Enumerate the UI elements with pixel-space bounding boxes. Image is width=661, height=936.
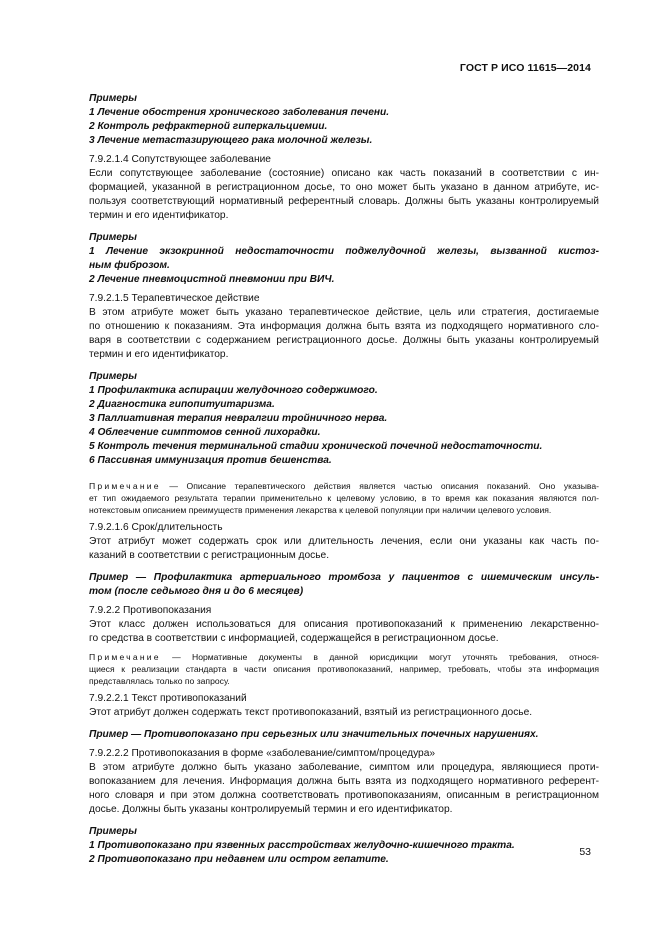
text-line: В этом атрибуте должно быть указано заболевание, симптом или процедура, являющиеся проти-	[89, 762, 599, 773]
spacer	[89, 362, 599, 370]
text-line: Пример — Противопоказано при серьезных или значительных почечных нарушениях.	[89, 729, 539, 740]
text-line: том (после седьмого дня и до 6 месяцев)	[89, 586, 304, 597]
page-number: 53	[579, 846, 591, 858]
example-block	[89, 92, 599, 148]
page-content	[89, 92, 599, 867]
text-line: по отношению к показаниям. Эта информация должна быть взята из подходящего нормативного сло-	[89, 321, 599, 332]
note-label: Примечание	[89, 652, 161, 662]
spacer	[89, 468, 599, 480]
text-line: 7.9.2.2.2 Противопоказания в форме «заболевание/симптом/процедура»	[89, 748, 436, 759]
example-block	[89, 728, 599, 742]
spacer	[89, 223, 599, 231]
text-line: Примеры	[89, 93, 137, 104]
text-line: 7.9.2.1.6 Срок/длительность	[89, 522, 223, 533]
text-line: казаний в соответствии с регистрационным досье.	[89, 550, 330, 561]
text-line: 7.9.2.2 Противопоказания	[89, 605, 212, 616]
section-heading	[89, 604, 599, 618]
text-line: 3 Паллиативная терапия невралгии тройничного нерва.	[89, 413, 388, 424]
example-block	[89, 825, 599, 867]
text-line: ного словаря и при этом должна соответствовать противопоказаниям, описанным в регистрационном	[89, 790, 599, 801]
text-line: пользуя соответствующий нормативный референтный словарь. Должны быть указаны контролируемый	[89, 196, 599, 207]
spacer	[89, 817, 599, 825]
text-line	[89, 651, 599, 663]
text-line: 1 Противопоказано при язвенных расстройствах желудочно-кишечного тракта.	[89, 840, 515, 851]
document-header: ГОСТ Р ИСО 11615—2014	[459, 62, 591, 74]
text-line: 2 Контроль рефрактерной гиперкальциемии.	[89, 121, 328, 132]
note-block	[89, 651, 599, 687]
text-line: Примеры	[89, 826, 137, 837]
example-block	[89, 571, 599, 599]
text-line: нотекстовым описанием преимуществ применения лекарства к целевой популяции при наличии целевого условия.	[89, 505, 552, 515]
note-label: Примечание	[89, 481, 161, 491]
spacer	[89, 563, 599, 571]
text-line: 1 Профилактика аспирации желудочного содержимого.	[89, 385, 378, 396]
text-line: Этот атрибут должен содержать текст противопоказаний, взятый из регистрационного досье.	[89, 707, 533, 718]
text-line: 5 Контроль течения терминальной стадии хронической почечной недостаточности.	[89, 441, 543, 452]
section-heading	[89, 153, 599, 167]
text-line: досье. Должны быть указаны контролируемый термин и его идентификатор.	[89, 804, 453, 815]
note-text: — Нормативные документы в данной юрисдикции могут уточнять требования, относя-	[160, 652, 599, 662]
text-line: Этот класс должен использоваться для описания противопоказаний к применению лекарственно-	[89, 619, 599, 630]
text-line: ет тип ожидаемого результата терапии применительно к целевому условию, в то время как показания являются пол-	[89, 493, 599, 503]
note-text: — Описание терапевтического действия является частью описания показаний. Оно указыва-	[160, 481, 599, 491]
text-line: формацией, указанной в регистрационном досье, то оно может быть указано в данном атрибуте, ис-	[89, 182, 599, 193]
paragraph	[89, 706, 599, 720]
text-line: Пример — Профилактика артериального тромбоза у пациентов с ишемическим инсуль-	[89, 572, 599, 583]
example-block	[89, 370, 599, 468]
text-line: вопоказанием для лечения. Информация должна быть взята из подходящего нормативного референт-	[89, 776, 599, 787]
text-line: 7.9.2.2.1 Текст противопоказаний	[89, 693, 247, 704]
text-line: 2 Диагностика гипопитуитаризма.	[89, 399, 275, 410]
text-line: 7.9.2.1.5 Терапевтическое действие	[89, 293, 260, 304]
example-block	[89, 231, 599, 287]
text-line: 7.9.2.1.4 Сопутствующее заболевание	[89, 154, 271, 165]
text-line: 4 Облегчение симптомов сенной лихорадки.	[89, 427, 321, 438]
section-heading	[89, 747, 599, 761]
text-line: Примеры	[89, 371, 137, 382]
text-line: 2 Лечение пневмоцистной пневмонии при ВИЧ.	[89, 274, 335, 285]
text-line: Этот атрибут может содержать срок или длительность лечения, если они указаны как часть по-	[89, 536, 599, 547]
text-line: термин и его идентификатор.	[89, 349, 229, 360]
section-heading	[89, 521, 599, 535]
text-line: 2 Противопоказано при недавнем или остром гепатите.	[89, 854, 389, 865]
text-line: ным фиброзом.	[89, 260, 170, 271]
paragraph	[89, 761, 599, 817]
note-block	[89, 480, 599, 516]
text-line: щиеся к реализации стандарта в части описания противопоказаний, например, требовать, чтобы эта информация	[89, 664, 599, 674]
text-line: термин и его идентификатор.	[89, 210, 229, 221]
text-line: Если сопутствующее заболевание (состояние) описано как часть показаний в соответствии с ин-	[89, 168, 599, 179]
paragraph	[89, 167, 599, 223]
text-line: 3 Лечение метастазирующего рака молочной железы.	[89, 135, 373, 146]
text-line: 6 Пассивная иммунизация против бешенства.	[89, 455, 332, 466]
text-line: В этом атрибуте может быть указано терапевтическое действие, цель или стратегия, достигаемые	[89, 307, 599, 318]
text-line: го средства в соответствии с информацией, содержащейся в регистрационном досье.	[89, 633, 499, 644]
paragraph	[89, 306, 599, 362]
text-line: представлялась только по запросу.	[89, 676, 230, 686]
text-line: Примеры	[89, 232, 137, 243]
section-heading	[89, 692, 599, 706]
paragraph	[89, 618, 599, 646]
text-line: варя в соответствии с содержанием регистрационного досье. Должны быть указаны контролируемый	[89, 335, 599, 346]
section-heading	[89, 292, 599, 306]
paragraph	[89, 535, 599, 563]
text-line: 1 Лечение экзокринной недостаточности поджелудочной железы, вызванной кистоз-	[89, 246, 599, 257]
text-line: 1 Лечение обострения хронического заболевания печени.	[89, 107, 390, 118]
spacer	[89, 720, 599, 728]
text-line	[89, 480, 599, 492]
